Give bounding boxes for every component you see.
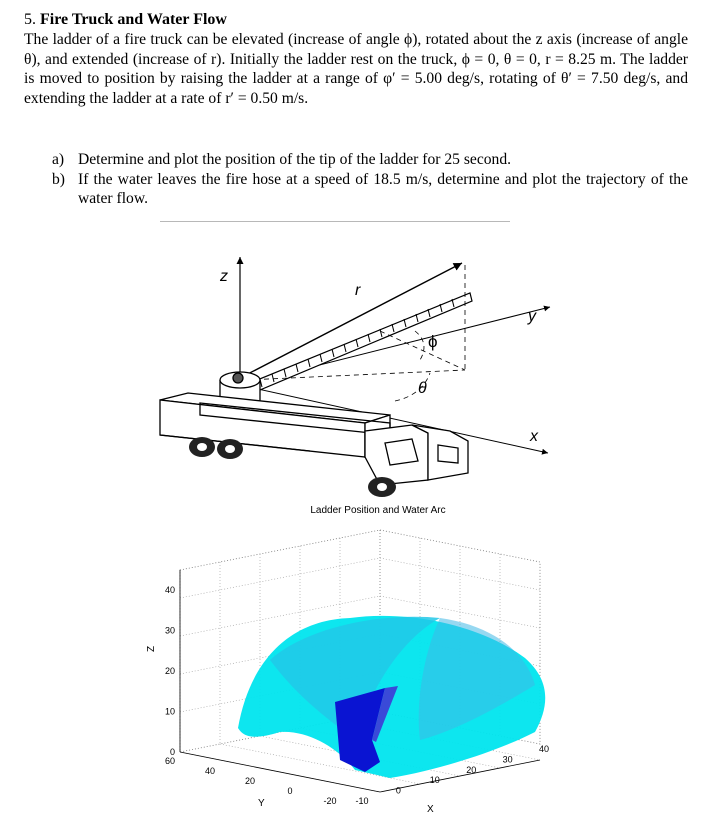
y-tick-label: 60 (164, 756, 176, 766)
y-tick-label: 20 (244, 776, 256, 786)
z-tick-label: 30 (164, 625, 175, 636)
x-tick-label: 30 (502, 754, 513, 765)
z-tick-label: 10 (164, 706, 175, 717)
chart-title: Ladder Position and Water Arc (310, 505, 446, 516)
x-tick-label: 0 (395, 785, 401, 796)
part-b (52, 170, 688, 209)
part-a-label: a) (52, 151, 65, 168)
z-tick-label: 0 (169, 747, 175, 757)
problem-number: 5. (24, 11, 36, 28)
part-b-text: If the water leaves the fire hose at a speed of 18.5 m/s, determine and plot the trajectory of the water flow. (78, 170, 688, 207)
part-a-text: Determine and plot the position of the tip of the ladder for 25 second. (78, 151, 512, 168)
part-a (52, 150, 688, 170)
label-phi: ϕ (428, 332, 438, 351)
y-axis-label: Y (258, 798, 265, 809)
label-r: r (355, 282, 361, 299)
z-tick-label: 40 (164, 585, 175, 596)
problem-heading (24, 10, 688, 30)
fire-truck-diagram (150, 235, 570, 500)
problem-title: Fire Truck and Water Flow (40, 11, 227, 28)
x-tick-label: 10 (429, 775, 440, 786)
label-z: z (220, 268, 228, 285)
problem-statement (24, 10, 688, 108)
y-tick-label: -20 (323, 796, 337, 806)
section-divider (160, 221, 510, 222)
problem-parts (52, 150, 688, 209)
y-tick-label: 40 (204, 766, 216, 776)
z-tick-label: 20 (164, 666, 175, 677)
part-b-label: b) (52, 170, 65, 188)
label-y: y (528, 308, 536, 325)
z-axis-label: Z (146, 645, 157, 652)
y-tick-label: 0 (287, 786, 293, 796)
ladder-water-arc-plot (140, 500, 580, 818)
x-tick-label: -10 (355, 796, 369, 806)
x-tick-label: 20 (466, 764, 477, 775)
label-x: x (530, 428, 538, 445)
label-theta: θ (418, 380, 427, 397)
problem-body: The ladder of a fire truck can be elevated (increase of angle ϕ), rotated about the z axis (increase of angle θ), and extended (increase of r). Initially the ladder rest on the truck, ϕ = 0, θ = 0, r = 8.25 m. The ladder is moved to position by raising the ladder at a range of φ′ = 5.00 deg/s, rotating of θ′ = 7.50 deg/s, and extending the ladder at a rate of r′ = 0.50 m/s. (24, 31, 688, 107)
x-axis-label: X (427, 804, 434, 815)
x-tick-label: 40 (538, 744, 550, 754)
